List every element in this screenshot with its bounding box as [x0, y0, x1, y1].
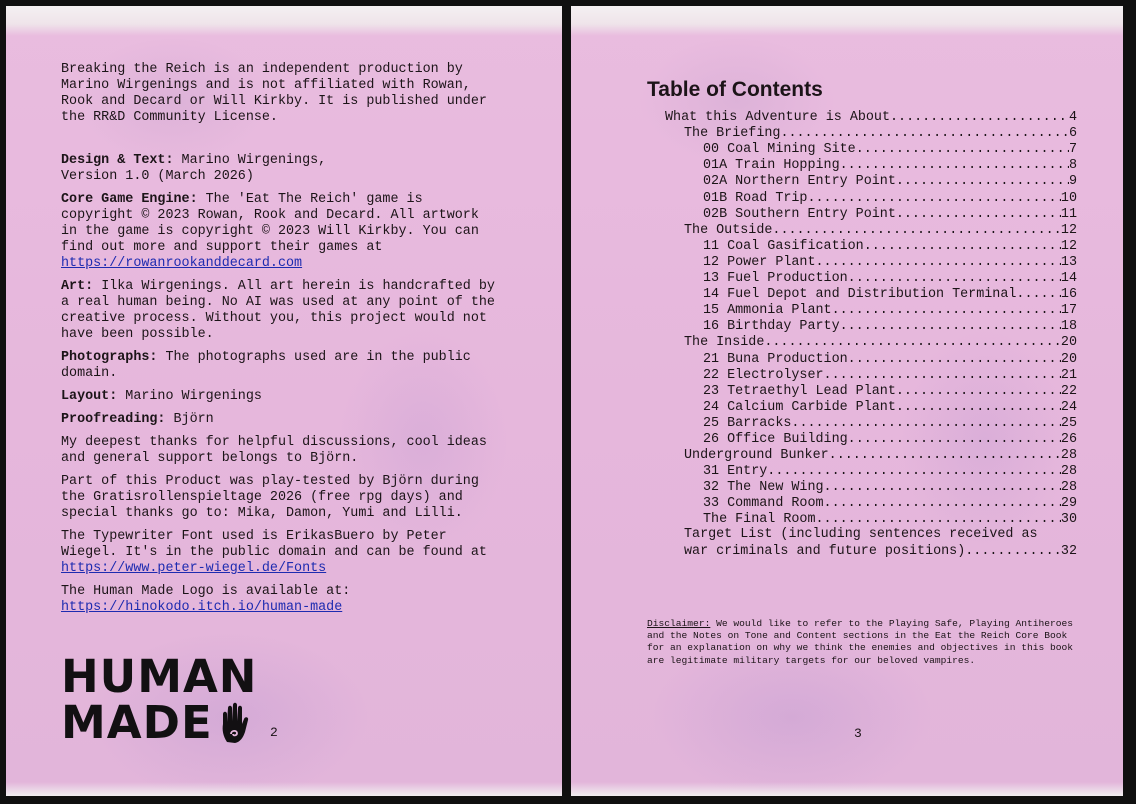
toc-entry-page: 11 [1060, 206, 1077, 222]
toc-leader [824, 496, 1061, 511]
toc-entry[interactable] [647, 431, 1077, 447]
toc-leader [896, 207, 1061, 222]
toc-entry-page: 8 [1068, 158, 1077, 174]
toc-entry-page: 28 [1060, 480, 1077, 496]
toc-entry-page: 21 [1060, 367, 1077, 383]
toc-entry-page: 28 [1060, 448, 1077, 464]
toc-entry[interactable] [647, 479, 1077, 495]
toc-leader [896, 174, 1069, 189]
toc-entry-label: 23 Tetraethyl Lead Plant [703, 383, 896, 399]
credits-text [61, 62, 501, 623]
toc-entry[interactable] [647, 238, 1077, 254]
toc-title: Table of Contents [647, 78, 823, 101]
toc-entry[interactable] [647, 141, 1077, 157]
toc-entry[interactable] [647, 206, 1077, 222]
toc-leader [1016, 287, 1061, 302]
thanks-paragraph: My deepest thanks for helpful discussions, cool ideas and general support belongs to Björn. [61, 435, 487, 466]
human-made-logo [61, 650, 258, 749]
right-page [571, 6, 1123, 796]
toc-entry-label: 01A Train Hopping [703, 158, 840, 174]
toc-entry-page: 22 [1060, 383, 1077, 399]
toc-entry-label: 14 Fuel Depot and Distribution Terminal [703, 287, 1017, 303]
toc-entry[interactable] [647, 399, 1077, 415]
page-number-left: 2 [270, 725, 278, 740]
toc-entry-page: 20 [1060, 351, 1077, 367]
toc-entry-page: 29 [1060, 496, 1077, 512]
toc-leader [780, 126, 1069, 141]
font-link[interactable]: https://www.peter-wiegel.de/Fonts [61, 561, 327, 576]
toc-leader [816, 512, 1061, 527]
toc-entry[interactable] [647, 270, 1077, 286]
toc-entry[interactable] [647, 447, 1077, 463]
toc-entry-page: 12 [1060, 222, 1077, 238]
toc-entry-label: 31 Entry [703, 464, 768, 480]
toc-entry-page: 20 [1060, 335, 1077, 351]
toc-entry-label: 01B Road Trip [703, 190, 808, 206]
toc-entry-label: 32 The New Wing [703, 480, 824, 496]
playtest-paragraph: Part of this Product was play-tested by Björn during the Gratisrollenspieltage 2026 (free rpg days) and special thanks go to: Mika, Damon, Yumi and Lilli. [61, 474, 479, 521]
toc-entry[interactable] [647, 189, 1077, 205]
left-page [6, 6, 562, 796]
toc-entry-page: 9 [1068, 174, 1077, 190]
toc-leader [816, 255, 1061, 270]
version-line: Version 1.0 (March 2026) [61, 169, 254, 184]
toc-entry[interactable] [647, 350, 1077, 366]
toc-entry-page: 32 [1060, 543, 1077, 559]
toc-entry[interactable] [647, 222, 1077, 238]
engine-credit: Core Game Engine: The 'Eat The Reich' game is copyright © 2023 Rowan, Rook and Decard. All artwork in the game is copyright © 2023 Will Kirkby. You can find out more and support their games at https://rowanrookanddecard.com [61, 192, 479, 271]
toc-entry-label: 13 Fuel Production [703, 271, 848, 287]
layout-credit: Layout: Marino Wirgenings [61, 389, 262, 404]
toc-entry[interactable] [647, 415, 1077, 431]
toc-entry-page: 12 [1060, 238, 1077, 254]
human-made-link[interactable]: https://hinokodo.itch.io/human-made [61, 600, 343, 615]
toc-entry-label: The Outside [684, 222, 773, 238]
toc-entry-label-line2: war criminals and future positions) [684, 543, 966, 559]
toc-entry-page: 4 [1068, 110, 1077, 126]
toc-entry[interactable] [647, 286, 1077, 302]
table-of-contents [647, 109, 1077, 560]
toc-entry-target-list[interactable] [647, 527, 1077, 559]
toc-leader [896, 400, 1061, 415]
toc-leader [840, 158, 1069, 173]
toc-leader [832, 303, 1061, 318]
toc-leader [848, 352, 1061, 367]
design-credit: Design & Text: Marino Wirgenings, Version 1.0 (March 2026) [61, 153, 327, 184]
toc-entry-page: 10 [1060, 190, 1077, 206]
intro-paragraph: Breaking the Reich is an independent production by Marino Wirgenings and is not affiliated with Rowan, Rook and Decard or Will Kirkby. It is published under the RR&D Community License. [61, 62, 487, 125]
toc-leader [824, 480, 1061, 495]
toc-leader [848, 432, 1061, 447]
toc-entry-label: 11 Coal Gasification [703, 238, 864, 254]
toc-entry-label: 26 Office Building [703, 431, 848, 447]
toc-leader [864, 239, 1061, 254]
toc-entry[interactable] [647, 367, 1077, 383]
toc-entry-label: 25 Barracks [703, 415, 792, 431]
toc-entry[interactable] [647, 254, 1077, 270]
toc-entry-page: 6 [1068, 126, 1077, 142]
toc-entry[interactable] [647, 318, 1077, 334]
toc-leader [767, 464, 1061, 479]
toc-entry-label: 02B Southern Entry Point [703, 206, 896, 222]
toc-entry-page: 17 [1060, 303, 1077, 319]
toc-leader [772, 223, 1061, 238]
toc-entry-page: 14 [1060, 271, 1077, 287]
toc-entry[interactable] [647, 109, 1077, 125]
page-number-right: 3 [854, 726, 862, 741]
toc-leader [764, 335, 1061, 350]
toc-entry-label: 22 Electrolyser [703, 367, 824, 383]
disclaimer: Disclaimer: We would like to refer to the Playing Safe, Playing Antiheroes and the Notes on Tone and Content sections in the Eat the Reich Core Book for an explanation on why we think the enemies and objectives in this book are legitimate military targets for our beloved vampires. [647, 618, 1074, 666]
logo-paragraph: The Human Made Logo is available at: https://hinokodo.itch.io/human-made [61, 584, 351, 615]
toc-entry[interactable] [647, 511, 1077, 527]
toc-entry[interactable] [647, 495, 1077, 511]
toc-leader [824, 368, 1061, 383]
toc-leader [896, 384, 1061, 399]
proofreading-credit: Proofreading: Björn [61, 412, 214, 427]
photo-credit: Photographs: The photographs used are in the public domain. [61, 350, 471, 381]
toc-entry-page: 13 [1060, 254, 1077, 270]
toc-entry[interactable] [647, 463, 1077, 479]
toc-entry-page: 7 [1068, 142, 1077, 158]
logo-line-2: MADE [61, 696, 213, 749]
toc-entry-label: 24 Calcium Carbide Plant [703, 399, 896, 415]
toc-entry-label: 16 Birthday Party [703, 319, 840, 335]
toc-entry-label: 15 Ammonia Plant [703, 303, 832, 319]
toc-entry-label: The Final Room [703, 512, 816, 528]
toc-leader [840, 319, 1061, 334]
toc-entry-page: 30 [1060, 512, 1077, 528]
toc-entry-label: 00 Coal Mining Site [703, 142, 856, 158]
toc-entry-label: The Inside [684, 335, 765, 351]
rrd-link[interactable]: https://rowanrookanddecard.com [61, 256, 303, 271]
toc-entry-label: 02A Northern Entry Point [703, 174, 896, 190]
logo-line-1: HUMAN [61, 650, 258, 703]
toc-leader [848, 271, 1061, 286]
toc-entry[interactable] [647, 334, 1077, 350]
toc-leader [890, 110, 1069, 125]
toc-entry[interactable] [647, 173, 1077, 189]
toc-entry-page: 24 [1060, 399, 1077, 415]
toc-entry-label: 12 Power Plant [703, 254, 816, 270]
toc-entry[interactable] [647, 125, 1077, 141]
toc-entry-label: The Briefing [684, 126, 781, 142]
toc-entry-label: 21 Buna Production [703, 351, 848, 367]
toc-leader [807, 191, 1060, 206]
toc-entry-page: 16 [1060, 287, 1077, 303]
toc-entry-page: 28 [1060, 464, 1077, 480]
hand-icon [219, 702, 253, 744]
toc-entry-label: Underground Bunker [684, 448, 829, 464]
toc-entry-page: 26 [1060, 431, 1077, 447]
toc-entry-label: 33 Command Room [703, 496, 824, 512]
toc-leader [791, 416, 1061, 431]
toc-entry-page: 18 [1060, 319, 1077, 335]
toc-entry[interactable] [647, 383, 1077, 399]
toc-entry-label-line1: Target List (including sentences received as [684, 527, 1038, 543]
toc-leader [856, 142, 1069, 157]
toc-leader [965, 544, 1061, 560]
toc-entry-page: 25 [1060, 415, 1077, 431]
art-credit: Art: Ilka Wirgenings. All art herein is handcrafted by a real human being. No AI was used at any point of the creative process. Without you, this project would not have been possible. [61, 279, 495, 342]
toc-entry[interactable] [647, 302, 1077, 318]
toc-entry[interactable] [647, 157, 1077, 173]
font-paragraph: The Typewriter Font used is ErikasBuero by Peter Wiegel. It's in the public domain and can be found at https://www.peter-wiegel.de/Fonts [61, 529, 487, 576]
toc-leader [829, 448, 1061, 463]
toc-entry-label: What this Adventure is About [665, 110, 890, 126]
